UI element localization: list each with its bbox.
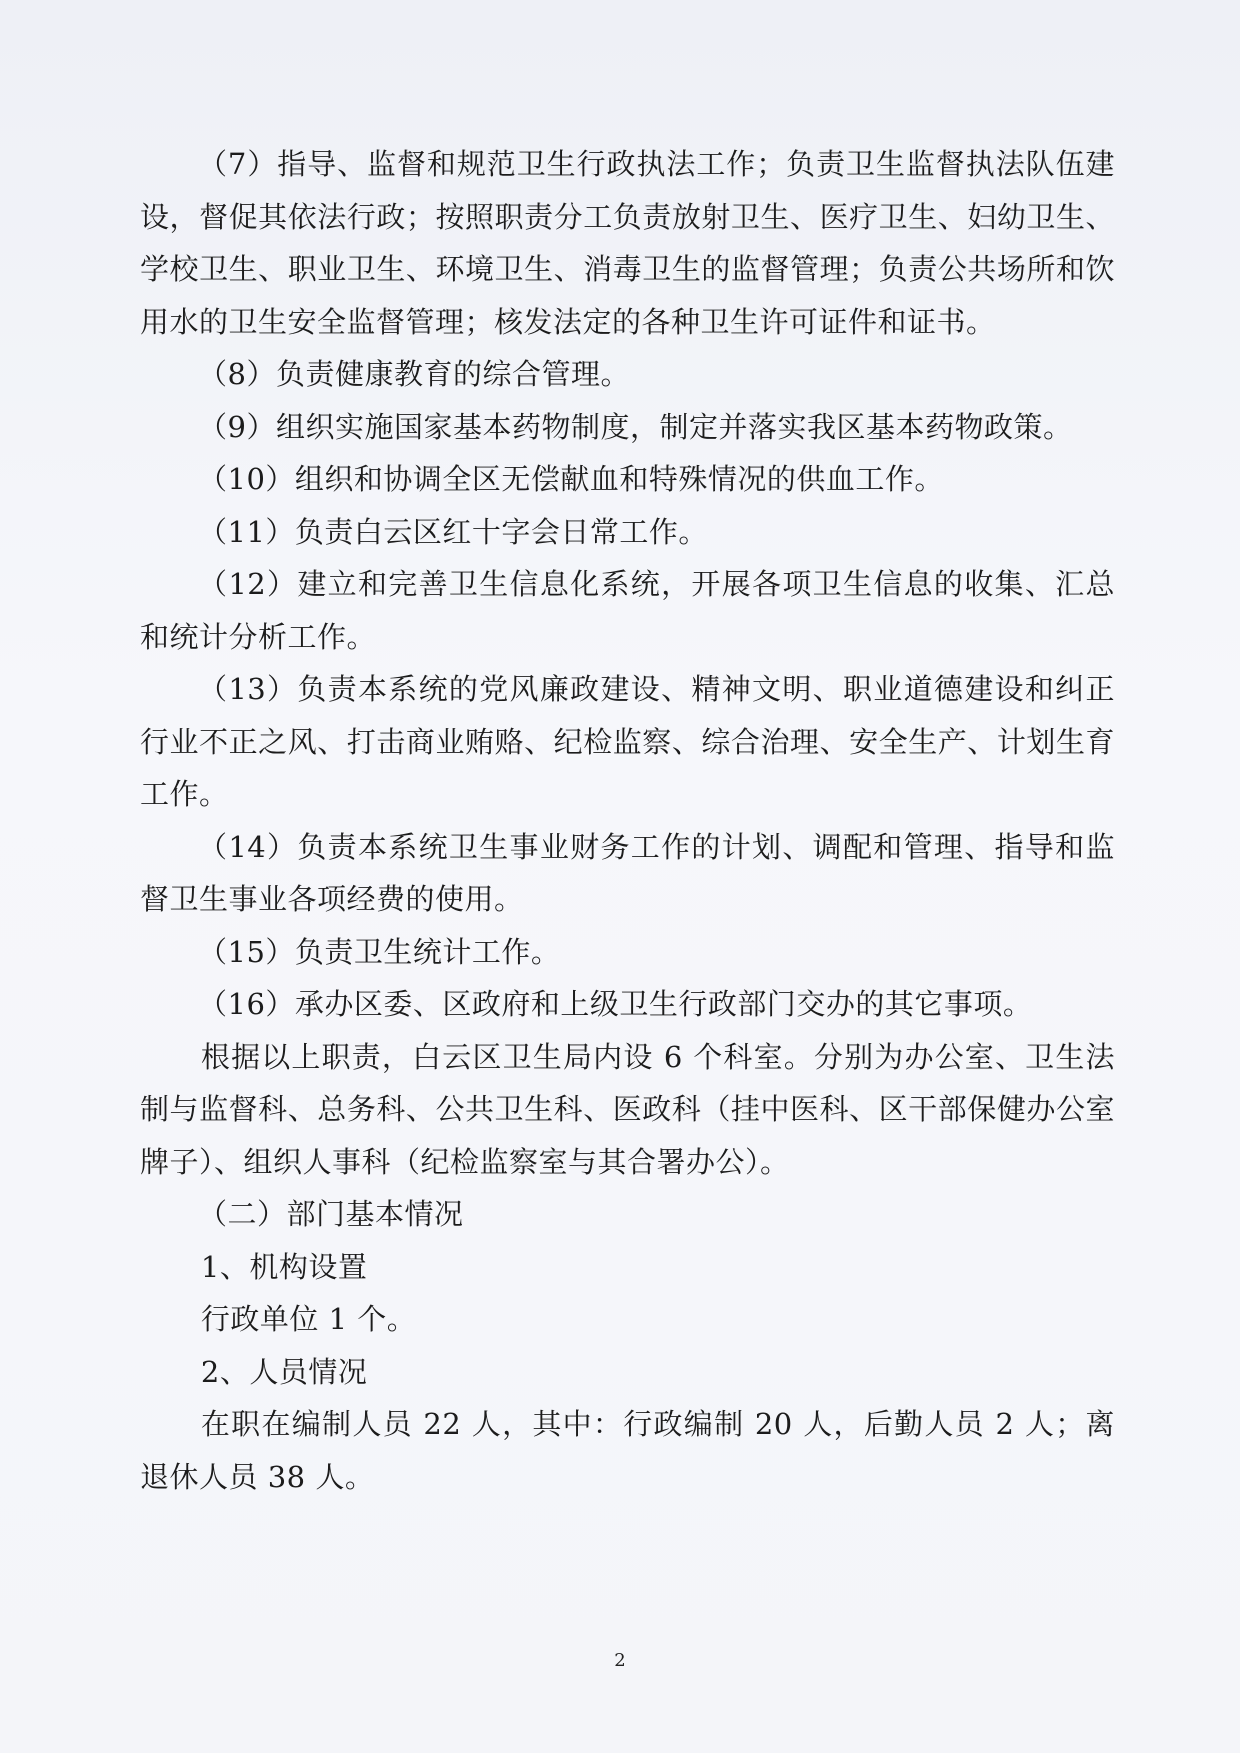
section-heading-basic-info: （二）部门基本情况 — [198, 1197, 464, 1231]
paragraph-personnel-count: 在职在编制人员 22 人，其中：行政编制 20 人，后勤人员 2 人；离退休人员 38 人。 — [140, 1407, 1115, 1494]
document-body — [140, 138, 1115, 1503]
paragraph-item-16: （16）承办区委、区政府和上级卫生行政部门交办的其它事项。 — [198, 987, 1033, 1021]
subheading-personnel: 2、人员情况 — [200, 1354, 368, 1389]
paragraph-item-14: （14）负责本系统卫生事业财务工作的计划、调配和管理、指导和监督卫生事业各项经费的使用。 — [140, 829, 1115, 916]
paragraph-item-11: （11）负责白云区红十字会日常工作。 — [198, 514, 708, 549]
paragraph-item-8: （8）负责健康教育的综合管理。 — [198, 357, 630, 391]
paragraph-item-12: （12）建立和完善卫生信息化系统，开展各项卫生信息的收集、汇总和统计分析工作。 — [140, 567, 1115, 654]
paragraph-item-9: （9）组织实施国家基本药物制度，制定并落实我区基本药物政策。 — [198, 409, 1073, 444]
paragraph-item-10: （10）组织和协调全区无偿献血和特殊情况的供血工作。 — [198, 462, 944, 496]
page-number: 2 — [614, 1650, 626, 1671]
paragraph-item-7: （7）指导、监督和规范卫生行政执法工作；负责卫生监督执法队伍建设，督促其依法行政；按照职责分工负责放射卫生、医疗卫生、妇幼卫生、学校卫生、职业卫生、环境卫生、消毒卫生的监督管理；负责公共场所和饮用水的卫生安全监督管理；核发法定的各种卫生许可证件和证书。 — [140, 147, 1115, 339]
paragraph-item-13: （13）负责本系统的党风廉政建设、精神文明、职业道德建设和纠正行业不正之风、打击商业贿赂、纪检监察、综合治理、安全生产、计划生育工作。 — [140, 672, 1115, 811]
paragraph-organization-count: 行政单位 1 个。 — [200, 1302, 417, 1336]
paragraph-item-15: （15）负责卫生统计工作。 — [198, 934, 561, 969]
subheading-organization: 1、机构设置 — [200, 1249, 368, 1284]
paragraph-department-summary: 根据以上职责，白云区卫生局内设 6 个科室。分别为办公室、卫生法制与监督科、总务科、公共卫生科、医政科（挂中医科、区干部保健办公室牌子）、组织人事科（纪检监察室与其合署办公）。 — [140, 1039, 1115, 1179]
